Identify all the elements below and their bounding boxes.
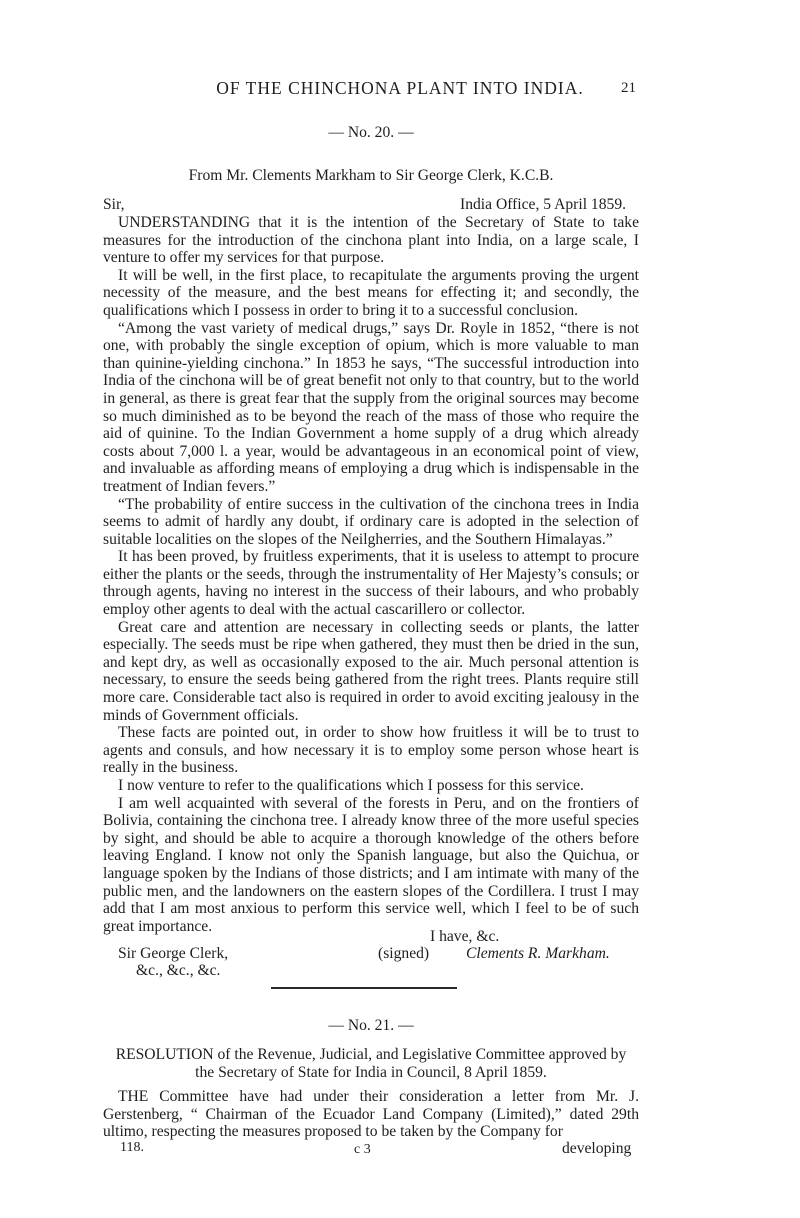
page-number: 21 <box>621 80 636 96</box>
resolution-title-line-2: the Secretary of State for India in Council, 8 April 1859. <box>195 1064 547 1081</box>
letter-body <box>103 214 639 935</box>
letter-number: — No. 20. — <box>328 124 414 141</box>
paragraph: UNDERSTANDING that it is the intention of the Secretary of State to take measures for the introduction of the cinchona plant into India, on a large scale, I venture to offer my services for that purpose. <box>103 214 639 267</box>
paragraph: I now venture to refer to the qualifications which I possess for this service. <box>118 777 584 794</box>
paragraph: “The probability of entire success in the cultivation of the cinchona trees in India seems to admit of hardly any doubt, if ordinary care is adopted in the selection of suitable localities on the slopes of the Neilgherries, and the Southern Himalayas.” <box>103 495 639 548</box>
signature: Clements R. Markham. <box>466 945 610 962</box>
signed-label: (signed) <box>378 945 430 962</box>
resolution-title-line-1: RESOLUTION of the Revenue, Judicial, and Legislative Committee approved by <box>115 1046 627 1063</box>
paragraph: It will be well, in the first place, to recapitulate the arguments proving the urgent necessity of the measure, and the best means for effecting it; and secondly, the qualifications which I possess in order to bring it to a successful conclusion. <box>103 266 639 319</box>
running-title: OF THE CHINCHONA PLANT INTO INDIA. <box>216 78 584 98</box>
addressee-etc: &c., &c., &c. <box>136 962 221 979</box>
section-divider <box>271 987 457 989</box>
paragraph: I am well acquainted with several of the forests in Peru, and on the frontiers of Bolivia, containing the cinchona tree. I already know three of the more useful species by sight, and should be able to acquire a thorough knowledge of the others before leaving England. I know not only the Spanish language, but also the Quichua, or language spoken by the Indians of those districts; and I am intimate with many of the public men, and the landowners on the eastern slopes of the Cordillera. I trust I may add that I am most anxious to perform this service well, which I feel to be of such great importance. <box>103 794 639 935</box>
paragraph: These facts are pointed out, in order to show how fruitless it will be to trust to agents and consuls, and how necessary it is to employ some person whose heart is really in the business. <box>103 724 639 777</box>
addressee-name: Sir George Clerk, <box>118 945 229 962</box>
catchword: developing <box>562 1140 632 1157</box>
place-date: India Office, 5 April 1859. <box>460 196 627 213</box>
paragraph: THE Committee have had under their consideration a letter from Mr. J. Gerstenberg, “ Chairman of the Ecuador Land Company (Limited),” dated 29th ultimo, respecting the measures proposed to be taken by the Company for <box>103 1088 639 1141</box>
letter-from-line: From Mr. Clements Markham to Sir George Clerk, K.C.B. <box>188 167 554 184</box>
resolution-number: — No. 21. — <box>328 1017 414 1034</box>
signature-mark: c 3 <box>354 1142 371 1157</box>
paragraph: “Among the vast variety of medical drugs,” says Dr. Royle in 1852, “there is not one, with probably the single exception of opium, which is more valuable to man than quinine-yielding cinchona.” In 1853 he says, “The successful introduction into India of the cinchona will be of great benefit not only to that country, but to the world in general, as there is great fear that the supply from the original sources may become so much diminished as to be beyond the reach of the mass of those who require the aid of quinine. To the Indian Government a home supply of a drug which already costs about 7,000 l. a year, would be advantageous in an economical point of view, and invaluable as affording means of employing a drug which is indispensable in the treatment of Indian fevers.” <box>103 319 639 495</box>
paragraph: It has been proved, by fruitless experiments, that it is useless to attempt to procure either the plants or the seeds, through the instrumentality of Her Majesty’s consuls; or through agents, having no interest in the success of their labours, and who probably employ other agents to deal with the actual cascarillero or collector. <box>103 548 639 619</box>
footer-left-number: 118. <box>120 1140 144 1155</box>
paragraph: Great care and attention are necessary in collecting seeds or plants, the latter especially. The seeds must be ripe when gathered, they must then be dried in the sun, and kept dry, as well as occasionally exposed to the air. Much personal attention is necessary, to ensure the seeds being gathered from the right trees. Plants require still more care. Considerable tact also is required in order to avoid exciting jealousy in the minds of Government officials. <box>103 618 639 724</box>
closing-line: I have, &c. <box>430 928 500 945</box>
resolution-body <box>103 1088 639 1141</box>
salutation: Sir, <box>103 196 125 213</box>
